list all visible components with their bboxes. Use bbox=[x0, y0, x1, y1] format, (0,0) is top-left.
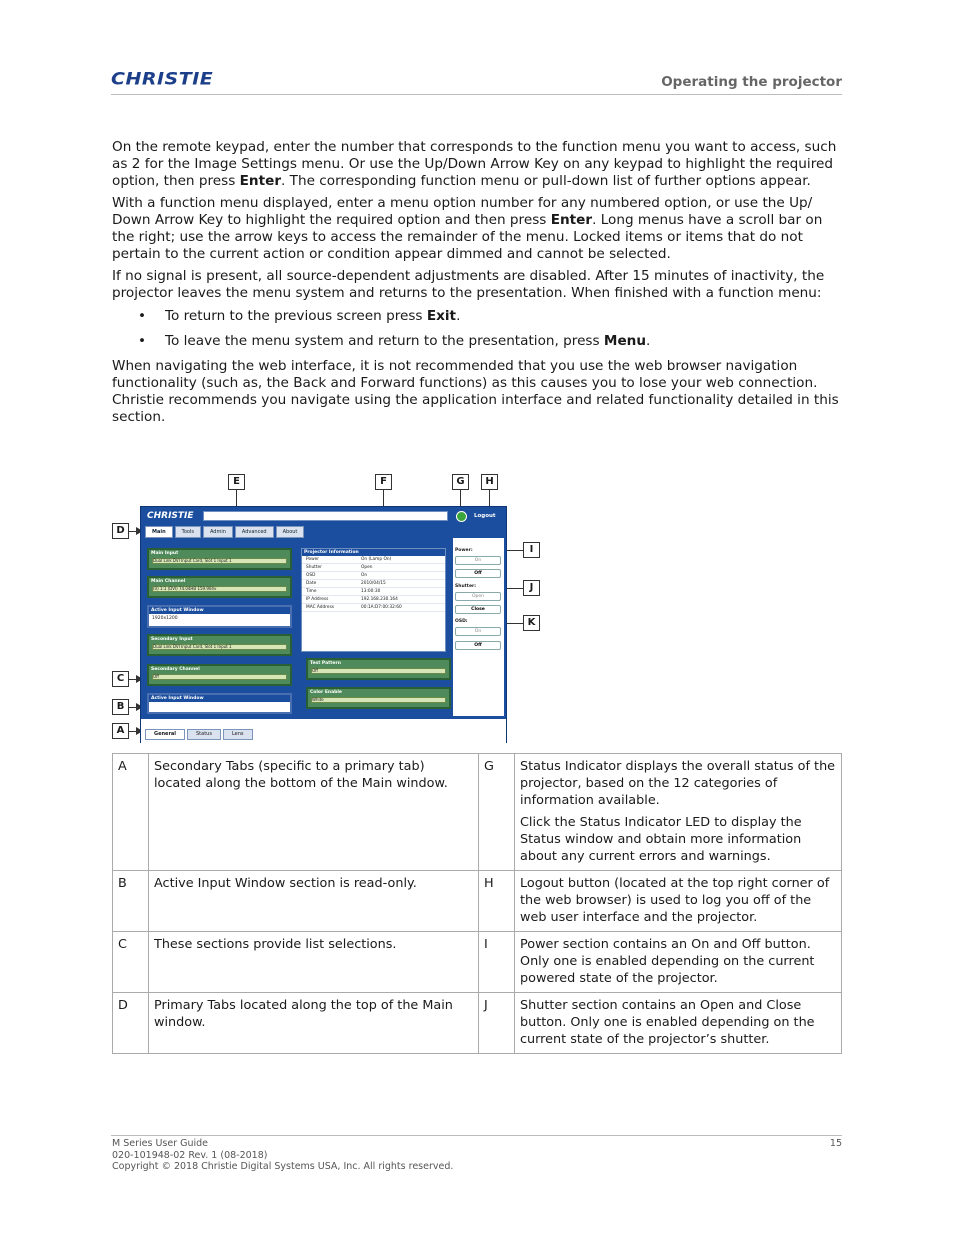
status-bar bbox=[203, 511, 448, 521]
callout-h: H bbox=[481, 474, 498, 490]
table-row: MAC Address 00:1A:D7:00:32:60 bbox=[302, 604, 445, 612]
secondary-input-select[interactable]: Dual Link DVI Input Card, Slot 1 Input 1 bbox=[152, 644, 287, 650]
callout-k: K bbox=[523, 615, 540, 631]
table-row: C These sections provide list selections. I Power section contains an On and Off button. Only one is enabled depending on the current powered state of the projector. bbox=[113, 932, 842, 993]
callout-e: E bbox=[228, 474, 245, 490]
color-enable-panel: Color Enable White bbox=[306, 687, 451, 709]
main-window bbox=[144, 538, 451, 716]
paragraph-2: With a function menu displayed, enter a menu option number for any numbered option, or use the Up/ Down Arrow Key to highlight the required option and then press Enter. Long menus have a scroll bar on the right; use the arrow keys to access the remainder of the menu. Locked items or items that do not pertain to the current action or condition appear dimmed and cannot be selected. bbox=[112, 195, 823, 262]
active-input-window-value: 1920x1200 bbox=[152, 616, 178, 621]
callout-c: C bbox=[112, 671, 129, 687]
tab-status[interactable]: Status bbox=[187, 729, 221, 740]
main-input-panel: Main Input Dual Link DVI Input Card, Slot 1 Input 1 bbox=[147, 548, 292, 570]
tab-tools[interactable]: Tools bbox=[175, 526, 201, 538]
web-interface-figure bbox=[110, 470, 550, 745]
callout-j: J bbox=[523, 580, 540, 596]
power-on-button[interactable]: On bbox=[455, 556, 501, 565]
list-item: • To return to the previous screen press Exit. bbox=[112, 308, 842, 325]
osd-label: OSD: bbox=[455, 619, 468, 624]
active-input-window-panel: Active Input Window 1920x1200 bbox=[147, 605, 292, 628]
test-pattern-panel: Test Pattern Off bbox=[306, 658, 451, 680]
color-enable-select[interactable]: White bbox=[311, 697, 446, 703]
body-text bbox=[112, 139, 842, 431]
footer-info: M Series User Guide 020-101948-02 Rev. 1 (08-2018) Copyright © 2018 Christie Digital Systems USA, Inc. All rights reserved. bbox=[112, 1138, 454, 1172]
active-input-window-2-panel: Active Input Window bbox=[147, 693, 292, 714]
osd-off-button[interactable]: Off bbox=[455, 641, 501, 650]
callout-i: I bbox=[523, 542, 540, 558]
table-row: D Primary Tabs located along the top of the Main window. J Shutter section contains an Open and Close button. Only one is enabled depending on the current state of the projector’s shutter. bbox=[113, 993, 842, 1054]
header-divider bbox=[111, 94, 842, 95]
paragraph-1: On the remote keypad, enter the number that corresponds to the function menu you want to access, such as 2 for the Image Settings menu. Or use the Up/Down Arrow Key on any keypad to highlight the required option, then press Enter. The corresponding function menu or pull-down list of further options appear. bbox=[112, 139, 837, 189]
table-row: Shutter Open bbox=[302, 564, 445, 572]
logout-button[interactable]: Logout bbox=[474, 513, 496, 519]
legend-table bbox=[112, 753, 842, 1054]
control-sidebar bbox=[453, 538, 504, 716]
section-title: Operating the projector bbox=[661, 74, 842, 90]
secondary-channel-select[interactable]: Off bbox=[152, 674, 287, 680]
table-row: A Secondary Tabs (specific to a primary tab) located along the bottom of the Main window. G Status Indicator displays the overall status of the projector, based on the 12 categories of information available. Click the Status Indicator LED to display the Status window and obtain more information about any current errors and warnings. bbox=[113, 754, 842, 871]
shutter-close-button[interactable]: Close bbox=[455, 605, 501, 614]
callout-g: G bbox=[452, 474, 469, 490]
power-off-button[interactable]: Off bbox=[455, 569, 501, 578]
table-row: OSD On bbox=[302, 572, 445, 580]
table-row: B Active Input Window section is read-only. H Logout button (located at the top right corner of the web browser) is used to log you off of the web user interface and the projector. bbox=[113, 871, 842, 932]
osd-on-button[interactable]: On bbox=[455, 627, 501, 636]
tab-lens[interactable]: Lens bbox=[223, 729, 253, 740]
tab-about[interactable]: About bbox=[276, 526, 305, 538]
shutter-open-button[interactable]: Open bbox=[455, 592, 501, 601]
main-channel-select[interactable]: (0) 1:1 (DVI) 74.04HB 159.904v bbox=[152, 586, 287, 592]
tab-admin[interactable]: Admin bbox=[203, 526, 233, 538]
list-item: • To leave the menu system and return to the presentation, press Menu. bbox=[112, 333, 842, 350]
tab-advanced[interactable]: Advanced bbox=[235, 526, 274, 538]
table-row: Time 13:00:30 bbox=[302, 588, 445, 596]
power-label: Power: bbox=[455, 548, 473, 553]
web-ui-screenshot bbox=[140, 506, 507, 743]
test-pattern-select[interactable]: Off bbox=[311, 668, 446, 674]
web-ui-logo: CHRISTIE bbox=[147, 511, 194, 521]
shutter-label: Shutter: bbox=[455, 584, 477, 589]
bullet-list bbox=[112, 308, 842, 350]
callout-f: F bbox=[375, 474, 392, 490]
main-channel-panel: Main Channel (0) 1:1 (DVI) 74.04HB 159.904v bbox=[147, 576, 292, 598]
tab-general[interactable]: General bbox=[145, 729, 185, 740]
secondary-channel-panel: Secondary Channel Off bbox=[147, 664, 292, 686]
page-number: 15 bbox=[829, 1138, 842, 1149]
callout-d: D bbox=[112, 523, 129, 539]
secondary-tabs bbox=[145, 729, 253, 740]
secondary-input-panel: Secondary Input Dual Link DVI Input Card, Slot 1 Input 1 bbox=[147, 634, 292, 656]
table-row: Power On (Lamp On) bbox=[302, 556, 445, 564]
primary-tabs bbox=[145, 526, 304, 538]
callout-a: A bbox=[112, 723, 129, 739]
tab-main[interactable]: Main bbox=[145, 526, 173, 538]
table-row: IP Address 192.168.230.164 bbox=[302, 596, 445, 604]
paragraph-4: When navigating the web interface, it is not recommended that you use the web browser navigation functionality (such as, the Back and Forward functions) as this causes you to lose your web connection. Christie recommends you navigate using the application interface and related functionality detailed in this section. bbox=[112, 358, 839, 425]
table-row: Date 2010/04/15 bbox=[302, 580, 445, 588]
paragraph-3: If no signal is present, all source-dependent adjustments are disabled. After 15 minutes of inactivity, the projector leaves the menu system and returns to the presentation. When finished with a function menu: bbox=[112, 268, 825, 301]
callout-b: B bbox=[112, 699, 129, 715]
projector-information-panel: Projector Information Power On (Lamp On) Shutter Open OSD On Date 2010/04/15 Time 13:00:30 IP Address 192.168.230.164 MAC Address 00:1A:D7:00:32:60 bbox=[301, 548, 446, 652]
status-indicator-led[interactable] bbox=[456, 511, 467, 522]
christie-logo: CHRISTIE bbox=[111, 69, 214, 89]
main-input-select[interactable]: Dual Link DVI Input Card, Slot 1 Input 1 bbox=[152, 558, 287, 564]
footer-divider bbox=[111, 1135, 842, 1136]
